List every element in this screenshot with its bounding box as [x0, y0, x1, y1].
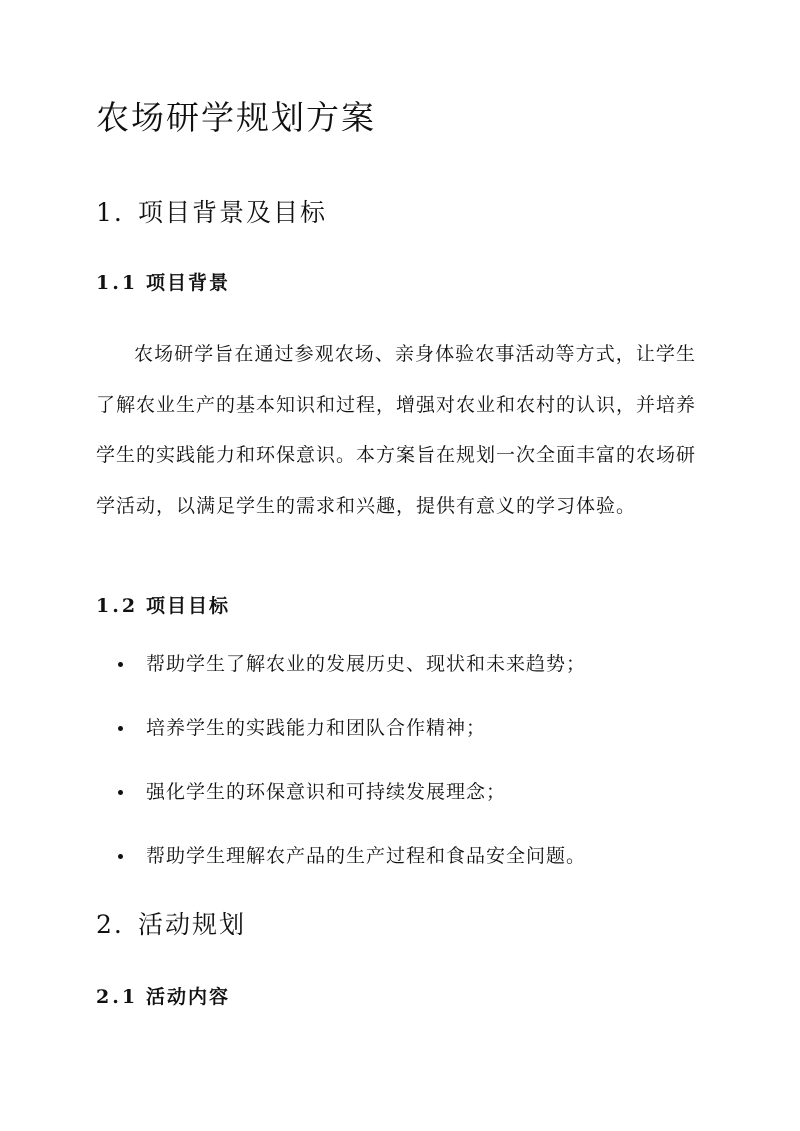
list-item: [96, 651, 696, 715]
subsection-1-2-number: 1.2: [96, 595, 139, 617]
subsection-2-1-number: 2.1: [96, 986, 139, 1008]
list-item: [96, 715, 696, 779]
goal-text: 强化学生的环保意识和可持续发展理念；: [146, 781, 507, 803]
section-1-heading: [96, 196, 327, 230]
bullet-icon: [118, 662, 123, 667]
goal-text: 培养学生的实践能力和团队合作精神；: [146, 717, 487, 739]
section-2-number: 2.: [96, 910, 124, 939]
background-paragraph: 农场研学旨在通过参观农场、亲身体验农事活动等方式，让学生了解农业生产的基本知识和过程，增强对农业和农村的认识，并培养学生的实践能力和环保意识。本方案旨在规划一次全面丰富的农场研学活动，以满足学生的需求和兴趣，提供有意义的学习体验。: [96, 343, 697, 517]
subsection-2-1-title: 活动内容: [146, 986, 231, 1008]
bullet-icon: [118, 726, 123, 731]
bullet-icon: [118, 854, 123, 859]
section-2-title: 活动规划: [138, 910, 247, 939]
section-1-number: 1.: [96, 198, 124, 227]
section-2-heading: [96, 908, 246, 942]
subsection-1-2-heading: [96, 593, 230, 619]
subsection-1-2-title: 项目目标: [146, 595, 231, 617]
subsection-1-1-number: 1.1: [96, 272, 139, 294]
document-title: 农场研学规划方案: [96, 98, 376, 137]
subsection-2-1-heading: [96, 984, 230, 1010]
goals-list: [96, 651, 696, 907]
list-item: [96, 779, 696, 843]
bullet-icon: [118, 790, 123, 795]
goal-text: 帮助学生理解农产品的生产过程和食品安全问题。: [146, 845, 587, 867]
list-item: [96, 843, 696, 907]
section-1-title: 项目背景及目标: [138, 198, 328, 227]
goal-text: 帮助学生了解农业的发展历史、现状和未来趋势；: [146, 653, 587, 675]
subsection-1-1-title: 项目背景: [146, 272, 231, 294]
subsection-1-1-heading: [96, 270, 230, 296]
